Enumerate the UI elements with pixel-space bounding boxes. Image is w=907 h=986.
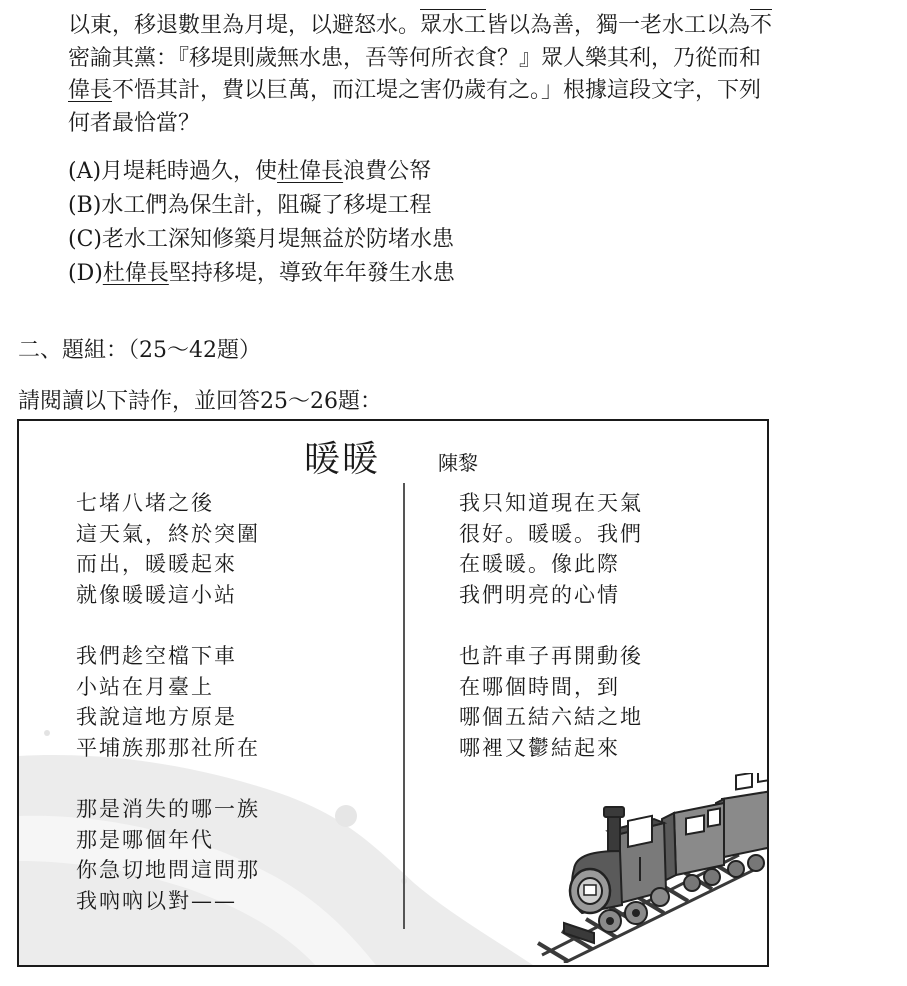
poem-line: 平埔族那那社所在 (76, 735, 260, 760)
question-line-1 (68, 10, 898, 43)
poem-line: 很好。暖暖。我們 (459, 521, 643, 546)
poem-line: 七堵八堵之後 (76, 491, 214, 515)
locomotive (564, 807, 669, 943)
question-line-2: 密諭其黨：『移堤則歲無水患，吾等何所衣食？』眾人樂其利，乃從而和 (68, 45, 762, 71)
answer-options (68, 155, 455, 291)
poem-line: 小站在月臺上 (76, 674, 214, 699)
underlined-name: 杜偉長 (102, 261, 169, 286)
option-text: 浪費公帑 (343, 159, 432, 184)
poem-line: 我吶吶以對—— (76, 888, 237, 913)
option-d[interactable] (68, 257, 455, 291)
overlined-term: 眾水工 (420, 13, 487, 38)
poem-line: 我們明亮的心情 (459, 582, 620, 607)
poem-left-column (76, 488, 260, 947)
overlined-term: 不 (750, 13, 773, 38)
question-text (68, 10, 898, 140)
poem-line: 哪裡又鬱結起來 (459, 735, 620, 760)
poem-stanza (459, 641, 643, 763)
option-b[interactable]: (B)水工們為保生計，阻礙了移堤工程 (68, 193, 432, 218)
poem-line: 就像暖暖這小站 (76, 582, 237, 607)
poem-line: 也許車子再開動後 (459, 644, 643, 668)
underlined-name: 偉長 (68, 78, 113, 103)
reading-intro: 請閱讀以下詩作，並回答25～26題： (18, 389, 382, 414)
poem-line: 那是消失的哪一族 (76, 797, 260, 821)
poem-box (17, 419, 769, 967)
poem-line: 在暖暖。像此際 (459, 552, 620, 576)
option-text: 堅持移堤，導致年年發生水患 (168, 261, 455, 286)
poem-line: 哪個五結六結之地 (459, 705, 643, 729)
train-illustration (524, 773, 769, 963)
poem-stanza (76, 488, 260, 610)
option-c[interactable]: (C)老水工深知修築月堤無益於防堵水患 (68, 227, 455, 252)
underlined-name: 杜偉長 (277, 159, 344, 184)
poem-line: 我說這地方原是 (76, 705, 237, 729)
poem-right-column (459, 488, 643, 794)
poem-line: 在哪個時間，到 (459, 674, 620, 699)
poem-stanza (76, 794, 260, 916)
section-heading: 二、題組：（25～42題） (18, 338, 261, 363)
poem-line: 你急切地問這問那 (76, 858, 260, 882)
poem-title: 暖暖 (304, 439, 381, 480)
column-divider (403, 483, 405, 929)
question-line-4: 何者最恰當？ (68, 110, 201, 136)
question-text-segment: 以東，移退數里為月堤，以避怒水。 (68, 13, 421, 38)
poem-author: 陳黎 (438, 451, 478, 475)
option-text: (D) (68, 261, 103, 286)
poem-line: 那是哪個年代 (76, 827, 214, 852)
question-text-segment: 不悟其計，費以巨萬，而江堤之害仍歲有之。」根據這段文字，下列 (112, 78, 762, 103)
option-a[interactable] (68, 155, 455, 189)
option-text: (A)月堤耗時過久，使 (68, 159, 278, 184)
poem-line: 而出，暖暖起來 (76, 552, 237, 576)
question-text-segment: 皆以為善，獨一老水工以為 (486, 13, 751, 38)
poem-stanza (76, 641, 260, 763)
question-line-3 (68, 75, 898, 108)
poem-line: 我們趁空檔下車 (76, 644, 237, 668)
poem-line: 這天氣，終於突圍 (76, 521, 260, 546)
poem-line: 我只知道現在天氣 (459, 491, 643, 515)
poem-stanza (459, 488, 643, 610)
